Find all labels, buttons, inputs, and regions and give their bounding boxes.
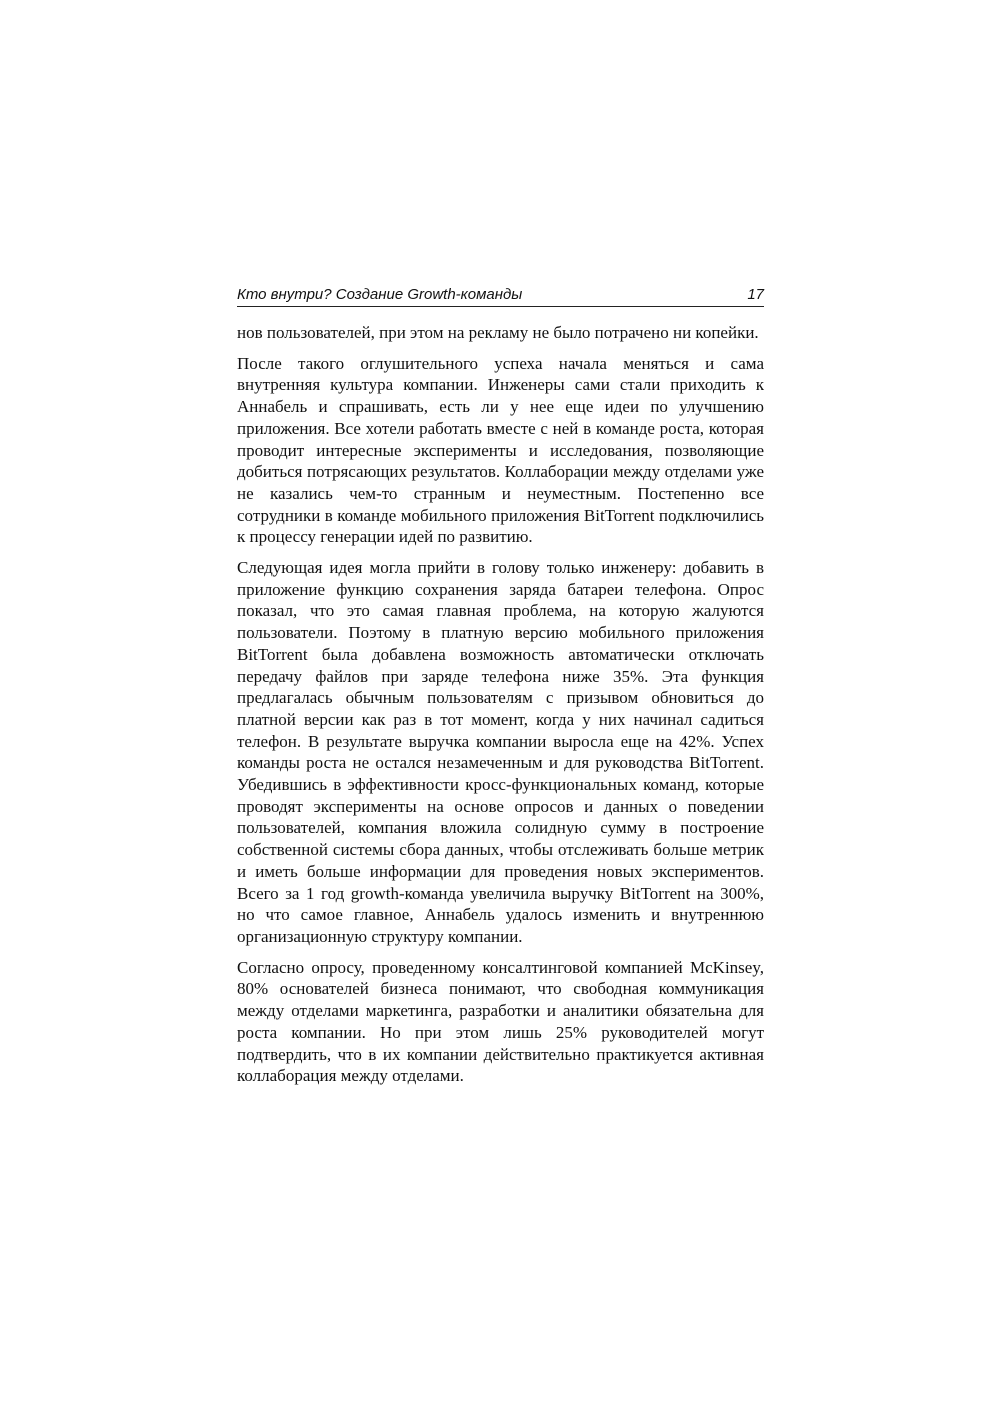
body-text — [237, 322, 764, 1096]
paragraph: Согласно опросу, проведенному консалтинговой компанией McKinsey, 80% основателей бизнеса понимают, что свободная коммуникация между отделами маркетинга, разработки и аналитики обязательна для роста компании. Но при этом лишь 25% руководителей могут подтвердить, что в их компании действительно практикуется активная коллаборация между отделами. — [237, 957, 764, 1086]
paragraph: нов пользователей, при этом на рекламу не было потрачено ни копейки. — [237, 323, 759, 342]
paragraph: После такого оглушительного успеха начала меняться и сама внутренняя культура компании. Инженеры сами стали приходить к Аннабель и спрашивать, есть ли у нее еще идеи по улучшению приложения. Все хотели работать вместе с ней в команде роста, которая проводит интересные эксперименты и исследования, позволяющие добиться потрясающих результатов. Коллаборации между отделами уже не казались чем-то странным и неуместным. Постепенно все сотрудники в команде мобильного приложения BitTorrent подключились к процессу генерации идей по развитию. — [237, 353, 764, 547]
page-number: 17 — [747, 286, 764, 303]
paragraph: Следующая идея могла прийти в голову только инженеру: добавить в приложение функцию сохранения заряда батареи телефона. Опрос показал, что это самая главная проблема, на которую жалуются пользователи. Поэтому в платную версию мобильного приложения BitTorrent была добавлена возможность автоматически отключать передачу файлов при заряде телефона ниже 35%. Эта функция предлагалась обычным пользователям с призывом обновиться до платной версии как раз в тот момент, когда у них начинал садиться телефон. В результате выручка компании выросла еще на 42%. Успех команды роста не остался незамеченным и для руководства BitTorrent. Убедившись в эффективности кросс-функциональных команд, которые проводят эксперименты на основе опросов и данных о поведении пользователей, компания вложила солидную сумму в построение собственной системы сбора данных, чтобы отслеживать больше метрик и иметь больше информации для проведения новых экспериментов. Всего за 1 год growth-команда увеличила выручку BitTorrent на 300%, но что самое главное, Аннабель удалось изменить и внутреннюю организационную структуру компании. — [237, 558, 764, 946]
chapter-title: Кто внутри? Создание Growth-команды — [237, 286, 523, 303]
running-header — [237, 284, 764, 307]
